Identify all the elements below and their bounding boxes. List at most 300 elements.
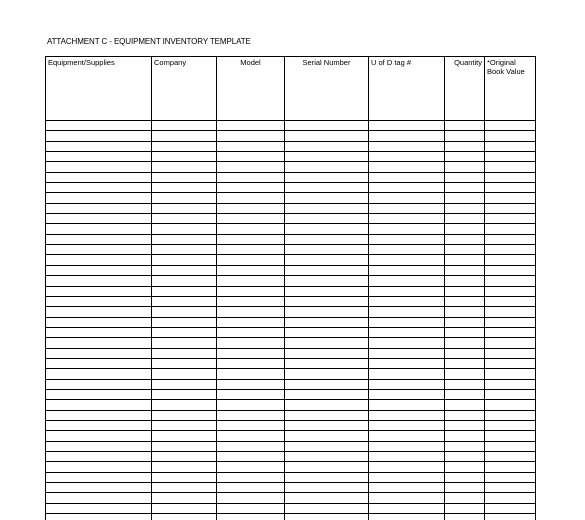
- table-cell: [369, 441, 445, 451]
- table-row: [46, 441, 536, 451]
- table-cell: [445, 193, 485, 203]
- column-header-model: Model: [217, 57, 285, 121]
- table-cell: [485, 162, 536, 172]
- table-cell: [285, 141, 369, 151]
- table-cell: [217, 348, 285, 358]
- table-cell: [217, 338, 285, 348]
- table-cell: [445, 327, 485, 337]
- table-cell: [217, 152, 285, 162]
- table-row: [46, 452, 536, 462]
- table-cell: [485, 203, 536, 213]
- table-cell: [485, 483, 536, 493]
- table-row: [46, 162, 536, 172]
- table-cell: [217, 441, 285, 451]
- table-row: [46, 234, 536, 244]
- table-cell: [485, 152, 536, 162]
- table-row: [46, 483, 536, 493]
- table-cell: [217, 493, 285, 503]
- table-cell: [217, 286, 285, 296]
- table-cell: [217, 369, 285, 379]
- table-cell: [445, 420, 485, 430]
- table-cell: [445, 472, 485, 482]
- table-cell: [217, 358, 285, 368]
- table-row: [46, 400, 536, 410]
- table-cell: [369, 152, 445, 162]
- table-cell: [369, 224, 445, 234]
- table-cell: [285, 389, 369, 399]
- table-cell: [152, 338, 217, 348]
- inventory-table-body: [46, 121, 536, 520]
- table-cell: [152, 452, 217, 462]
- table-cell: [46, 472, 152, 482]
- table-cell: [485, 420, 536, 430]
- column-header-company: Company: [152, 57, 217, 121]
- table-cell: [46, 348, 152, 358]
- table-cell: [152, 121, 217, 131]
- table-cell: [152, 234, 217, 244]
- table-cell: [152, 224, 217, 234]
- table-cell: [217, 420, 285, 430]
- table-cell: [369, 462, 445, 472]
- column-header-u-of-d-tag: U of D tag #: [369, 57, 445, 121]
- table-cell: [46, 317, 152, 327]
- table-cell: [285, 462, 369, 472]
- table-cell: [485, 472, 536, 482]
- table-cell: [369, 255, 445, 265]
- table-cell: [46, 255, 152, 265]
- table-row: [46, 410, 536, 420]
- table-cell: [285, 203, 369, 213]
- table-cell: [46, 203, 152, 213]
- table-cell: [217, 472, 285, 482]
- table-cell: [217, 431, 285, 441]
- table-cell: [445, 317, 485, 327]
- table-row: [46, 276, 536, 286]
- table-row: [46, 152, 536, 162]
- table-cell: [46, 462, 152, 472]
- table-row: [46, 472, 536, 482]
- table-cell: [485, 317, 536, 327]
- table-row: [46, 214, 536, 224]
- table-cell: [369, 338, 445, 348]
- table-cell: [217, 172, 285, 182]
- table-cell: [445, 514, 485, 520]
- table-cell: [46, 420, 152, 430]
- table-row: [46, 462, 536, 472]
- table-cell: [485, 338, 536, 348]
- table-cell: [152, 462, 217, 472]
- table-cell: [369, 348, 445, 358]
- table-row: [46, 431, 536, 441]
- table-cell: [485, 234, 536, 244]
- table-cell: [485, 431, 536, 441]
- table-cell: [285, 441, 369, 451]
- table-cell: [369, 317, 445, 327]
- table-cell: [46, 152, 152, 162]
- table-cell: [485, 369, 536, 379]
- table-cell: [485, 452, 536, 462]
- table-cell: [485, 121, 536, 131]
- table-cell: [285, 420, 369, 430]
- table-cell: [285, 214, 369, 224]
- table-cell: [485, 193, 536, 203]
- table-cell: [445, 152, 485, 162]
- table-cell: [445, 462, 485, 472]
- table-cell: [445, 286, 485, 296]
- table-cell: [485, 410, 536, 420]
- table-cell: [46, 193, 152, 203]
- table-cell: [369, 420, 445, 430]
- table-cell: [485, 307, 536, 317]
- table-row: [46, 317, 536, 327]
- table-cell: [369, 162, 445, 172]
- table-cell: [152, 483, 217, 493]
- table-cell: [369, 431, 445, 441]
- table-row: [46, 296, 536, 306]
- table-cell: [152, 255, 217, 265]
- table-cell: [369, 452, 445, 462]
- header-row: [46, 57, 536, 121]
- table-cell: [46, 493, 152, 503]
- table-cell: [152, 493, 217, 503]
- table-cell: [217, 503, 285, 513]
- table-cell: [485, 503, 536, 513]
- inventory-table: [45, 56, 536, 520]
- table-cell: [46, 162, 152, 172]
- table-cell: [445, 162, 485, 172]
- table-cell: [217, 183, 285, 193]
- table-cell: [46, 338, 152, 348]
- table-cell: [152, 389, 217, 399]
- table-cell: [285, 514, 369, 520]
- table-row: [46, 379, 536, 389]
- table-cell: [369, 141, 445, 151]
- table-cell: [485, 172, 536, 182]
- table-cell: [445, 234, 485, 244]
- table-cell: [152, 431, 217, 441]
- table-cell: [152, 296, 217, 306]
- table-cell: [217, 379, 285, 389]
- table-cell: [369, 389, 445, 399]
- table-cell: [445, 203, 485, 213]
- table-row: [46, 327, 536, 337]
- table-cell: [46, 369, 152, 379]
- table-cell: [285, 234, 369, 244]
- table-cell: [46, 503, 152, 513]
- table-row: [46, 514, 536, 520]
- table-cell: [445, 400, 485, 410]
- table-cell: [46, 379, 152, 389]
- table-cell: [152, 276, 217, 286]
- table-cell: [285, 183, 369, 193]
- table-row: [46, 245, 536, 255]
- table-cell: [285, 410, 369, 420]
- table-cell: [152, 193, 217, 203]
- table-cell: [485, 348, 536, 358]
- table-cell: [485, 389, 536, 399]
- column-header-serial-number: Serial Number: [285, 57, 369, 121]
- table-cell: [46, 358, 152, 368]
- table-cell: [445, 276, 485, 286]
- table-cell: [445, 452, 485, 462]
- table-cell: [285, 121, 369, 131]
- table-cell: [152, 514, 217, 520]
- table-row: [46, 389, 536, 399]
- table-cell: [285, 286, 369, 296]
- table-cell: [445, 141, 485, 151]
- table-cell: [445, 358, 485, 368]
- table-cell: [152, 410, 217, 420]
- table-cell: [217, 203, 285, 213]
- table-cell: [369, 183, 445, 193]
- table-cell: [217, 400, 285, 410]
- table-row: [46, 338, 536, 348]
- table-cell: [46, 141, 152, 151]
- table-cell: [46, 265, 152, 275]
- table-cell: [217, 317, 285, 327]
- table-row: [46, 203, 536, 213]
- table-cell: [445, 503, 485, 513]
- table-cell: [46, 514, 152, 520]
- table-cell: [445, 483, 485, 493]
- table-cell: [445, 369, 485, 379]
- table-cell: [152, 141, 217, 151]
- table-cell: [46, 389, 152, 399]
- table-cell: [285, 369, 369, 379]
- table-row: [46, 121, 536, 131]
- table-cell: [217, 224, 285, 234]
- table-cell: [152, 172, 217, 182]
- table-cell: [485, 183, 536, 193]
- table-cell: [445, 493, 485, 503]
- table-cell: [152, 286, 217, 296]
- table-cell: [285, 193, 369, 203]
- table-cell: [152, 152, 217, 162]
- table-cell: [445, 245, 485, 255]
- table-cell: [152, 369, 217, 379]
- table-cell: [285, 162, 369, 172]
- table-cell: [485, 441, 536, 451]
- table-cell: [217, 514, 285, 520]
- column-header-original-book-value: *Original Book Value: [485, 57, 536, 121]
- table-cell: [285, 224, 369, 234]
- table-row: [46, 493, 536, 503]
- table-cell: [285, 503, 369, 513]
- table-row: [46, 172, 536, 182]
- table-cell: [46, 183, 152, 193]
- table-cell: [46, 245, 152, 255]
- table-cell: [369, 121, 445, 131]
- table-cell: [369, 265, 445, 275]
- table-cell: [217, 162, 285, 172]
- table-cell: [369, 193, 445, 203]
- table-cell: [217, 265, 285, 275]
- table-cell: [46, 307, 152, 317]
- table-row: [46, 131, 536, 141]
- table-row: [46, 369, 536, 379]
- table-cell: [445, 389, 485, 399]
- table-cell: [152, 183, 217, 193]
- table-cell: [285, 379, 369, 389]
- table-cell: [485, 224, 536, 234]
- table-cell: [46, 276, 152, 286]
- table-cell: [46, 286, 152, 296]
- table-cell: [217, 255, 285, 265]
- table-cell: [217, 131, 285, 141]
- table-cell: [369, 369, 445, 379]
- table-cell: [46, 410, 152, 420]
- table-cell: [217, 141, 285, 151]
- table-cell: [445, 224, 485, 234]
- table-cell: [369, 410, 445, 420]
- table-row: [46, 358, 536, 368]
- table-cell: [485, 255, 536, 265]
- table-cell: [285, 493, 369, 503]
- table-cell: [369, 503, 445, 513]
- table-cell: [217, 296, 285, 306]
- table-cell: [285, 358, 369, 368]
- table-cell: [152, 327, 217, 337]
- table-cell: [285, 307, 369, 317]
- table-cell: [152, 358, 217, 368]
- table-cell: [152, 348, 217, 358]
- table-cell: [285, 431, 369, 441]
- table-cell: [445, 441, 485, 451]
- table-cell: [46, 172, 152, 182]
- column-header-equipment-supplies: Equipment/Supplies: [46, 57, 152, 121]
- table-cell: [217, 462, 285, 472]
- table-row: [46, 503, 536, 513]
- table-cell: [285, 452, 369, 462]
- table-cell: [152, 265, 217, 275]
- table-row: [46, 420, 536, 430]
- table-cell: [217, 214, 285, 224]
- table-cell: [485, 327, 536, 337]
- table-row: [46, 286, 536, 296]
- table-cell: [46, 131, 152, 141]
- table-cell: [285, 472, 369, 482]
- table-cell: [285, 296, 369, 306]
- table-row: [46, 193, 536, 203]
- table-cell: [445, 410, 485, 420]
- table-cell: [369, 131, 445, 141]
- table-cell: [217, 307, 285, 317]
- table-row: [46, 183, 536, 193]
- document-title: ATTACHMENT C - EQUIPMENT INVENTORY TEMPLATE: [47, 37, 251, 46]
- table-cell: [217, 452, 285, 462]
- table-cell: [369, 483, 445, 493]
- table-cell: [285, 276, 369, 286]
- table-cell: [217, 234, 285, 244]
- table-cell: [485, 214, 536, 224]
- table-row: [46, 348, 536, 358]
- table-cell: [369, 245, 445, 255]
- table-cell: [369, 172, 445, 182]
- table-cell: [152, 307, 217, 317]
- table-cell: [152, 379, 217, 389]
- table-cell: [369, 296, 445, 306]
- table-cell: [46, 121, 152, 131]
- table-cell: [46, 214, 152, 224]
- table-cell: [369, 327, 445, 337]
- table-cell: [445, 172, 485, 182]
- table-cell: [152, 203, 217, 213]
- table-cell: [152, 400, 217, 410]
- table-cell: [485, 400, 536, 410]
- table-cell: [445, 255, 485, 265]
- table-row: [46, 255, 536, 265]
- table-cell: [152, 503, 217, 513]
- table-cell: [445, 338, 485, 348]
- table-cell: [217, 327, 285, 337]
- table-cell: [445, 307, 485, 317]
- table-row: [46, 141, 536, 151]
- table-cell: [46, 224, 152, 234]
- table-cell: [46, 234, 152, 244]
- table-cell: [285, 265, 369, 275]
- table-cell: [152, 214, 217, 224]
- table-cell: [46, 452, 152, 462]
- table-cell: [152, 317, 217, 327]
- table-cell: [369, 307, 445, 317]
- table-cell: [152, 420, 217, 430]
- table-cell: [217, 410, 285, 420]
- table-cell: [445, 121, 485, 131]
- table-cell: [369, 514, 445, 520]
- table-cell: [485, 245, 536, 255]
- table-cell: [485, 276, 536, 286]
- table-cell: [217, 121, 285, 131]
- table-cell: [369, 203, 445, 213]
- table-cell: [217, 276, 285, 286]
- table-cell: [369, 400, 445, 410]
- table-cell: [152, 131, 217, 141]
- table-cell: [485, 514, 536, 520]
- table-cell: [485, 265, 536, 275]
- table-cell: [485, 462, 536, 472]
- column-header-quantity: Quantity: [445, 57, 485, 121]
- table-cell: [285, 327, 369, 337]
- table-cell: [485, 296, 536, 306]
- table-cell: [285, 348, 369, 358]
- table-cell: [485, 131, 536, 141]
- table-cell: [217, 483, 285, 493]
- table-cell: [46, 296, 152, 306]
- table-cell: [445, 265, 485, 275]
- table-cell: [485, 358, 536, 368]
- table-cell: [217, 245, 285, 255]
- table-cell: [369, 472, 445, 482]
- table-cell: [369, 358, 445, 368]
- table-cell: [285, 483, 369, 493]
- table-cell: [369, 379, 445, 389]
- table-cell: [152, 245, 217, 255]
- table-cell: [152, 441, 217, 451]
- table-cell: [285, 338, 369, 348]
- table-cell: [485, 493, 536, 503]
- table-cell: [445, 296, 485, 306]
- table-cell: [445, 348, 485, 358]
- table-cell: [445, 431, 485, 441]
- table-cell: [369, 234, 445, 244]
- table-cell: [445, 379, 485, 389]
- table-cell: [217, 193, 285, 203]
- table-cell: [369, 493, 445, 503]
- table-cell: [285, 152, 369, 162]
- table-row: [46, 224, 536, 234]
- table-cell: [285, 400, 369, 410]
- table-cell: [285, 317, 369, 327]
